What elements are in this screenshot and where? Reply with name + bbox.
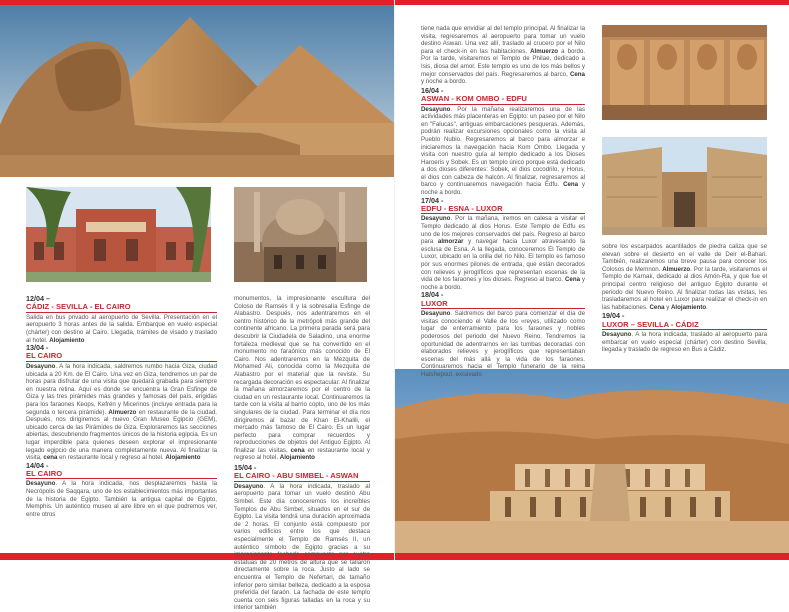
day-date: 16/04 - bbox=[421, 85, 444, 95]
day-header-15-04 bbox=[234, 464, 370, 482]
day-text: Desayuno. A la hora indicada, traslado al aeropuerto para embarcar en vuelo especial (chárter) con destino Sevilla, llegada y traslado de regreso en Bus a Cádiz. bbox=[602, 331, 767, 354]
day-text-continued: monumentos, la impresionante escultura del Coloso de Ramsés II y la sobresalía Esfinge de Alabastro. Después, nos adentraremos en el centro histórico de la metrópoli más grande del continente africano. La primera parada será para descubrir la Ciudadela de Saladino, una enorme fortaleza medieval que se ha convertido en el monumento no faraónico más conocido de El Cairo. Nos adentraremos en la Mezquita de Mohamed Ali, conocida como la Mezquita de Alabastro por el material que la reviste. Su recargada decoración es espectacular. Al finalizar la mañana almorzaremos por el centro de la ciudad en un restaurante local. Continuaremos la tarde con la visita al barrio copto, uno de los más singulares de la ciudad. Para terminar el día nos dirigiremos al bazar de Khan El-Khalili, el mercado más famoso de El Cairo. Es un lugar perfecto para comprar recuerdos y reproducciones de objetos del Antiguo Egipto. Al finalizar las visitas, cena en restaurante local y regreso al hotel. Alojamiento bbox=[234, 295, 370, 462]
day-title: ASWAN - KOM OMBO - EDFU bbox=[421, 95, 585, 105]
photo-abu-simbel bbox=[602, 25, 767, 120]
day-header-14-04 bbox=[26, 462, 217, 480]
day-header-19-04 bbox=[602, 312, 767, 330]
day-header-12-04 bbox=[26, 295, 217, 313]
day-date: 19/04 - bbox=[602, 311, 625, 321]
day-date: 14/04 - bbox=[26, 460, 49, 470]
day-text-continued: sobre los escarpados acantilados de piedra caliza que se elevan sobre el desierto en el valle de Deir el-Bahari. También, realizaremos una breve pausa para conocer los Colosos de Memnon. Almuerzo. Por la tarde, visitaremos el Templo de Karnak, dedicado al dios Amón-Ra, y que fue el principal centro religioso del antiguo Egipto durante el periodo del Nuevo Reino. Al finalizar todas las visitas, les trasladaremos al hotel en Luxor para realizar el check-in en las habitaciones. Cena y Alojamiento. bbox=[602, 243, 767, 311]
column-2 bbox=[234, 295, 370, 612]
day-header-13-04 bbox=[26, 344, 217, 362]
day-date: 18/04 - bbox=[421, 290, 444, 300]
day-text: Desayuno. A la hora indicada, nos desplazaremos hasta la Necrópolis de Saqqara, uno de los establecimientos más importantes de la historia de Egipto. También la antigua capital de Egipto, Memphis. Un auténtico museo al aire libre en el que podremos ver, entre otros bbox=[26, 480, 217, 518]
day-date: 13/04 - bbox=[26, 343, 49, 353]
day-text: Desayuno. A la hora indicada, saldremos rumbo hacia Giza, ciudad ubicada a 20 Km. de El Cairo. Una vez en Giza, tendremos un par de horas para disfrutar de una visita que quedará grabada para siempre en nuestra retina. Aquí es donde se encuentra la Gran Esfinge de Giza y las tres pirámides más grandes y famosas del país, erigidas para los faraones Keops, Kefrén y Micerinos (incluye entrada para la segunda o tercera pirámide). Almuerzo en restaurante de la ciudad. Después, nos dirigiremos al nuevo Gran Museo Egipcio (GEM), ubicado cerca de las Pirámides de Giza. Exploraremos las secciones abiertas, descubriendo fragmentos únicos de la historia egipcia. Es un lugar imperdible para quienes deseen explorar el impresionante legado egipcio de una manera completamente nueva. Al finalizar la visita, cena en restaurante local y regreso al hotel. Alojamiento bbox=[26, 362, 217, 462]
day-title: LUXOR bbox=[421, 300, 585, 310]
day-date: 17/04 - bbox=[421, 195, 444, 205]
photo-cairo-citadel bbox=[234, 187, 367, 282]
photo-egyptian-museum bbox=[26, 187, 211, 282]
day-title: EL CAIRO - ABU SIMBEL - ASWAN bbox=[234, 472, 370, 482]
day-text: Salida en bus privado al aeropuerto de Sevilla. Presentación en el aeropuerto 3 horas antes de la salida. Embarque en vuelo especial (chárter) con destino al Cairo. Llegada, trámites de visado y traslado al hotel. Alojamiento bbox=[26, 313, 217, 344]
day-text: Desayuno. Por la mañana, iremos en calesa a visitar el Templo dedicado al dios Horus. Este Templo de Edfu es uno de los mejores conservados del país. Regreso al barco para almorzar y navegar hacia Luxor atravesando la esclusa de Esna. A la llegada, conoceremos El Templo de Luxor, ubicado en la orilla del río Nilo. El templo es famoso por sus enormes pilones de entrada, que están decorados con relieves y jeroglíficos que representan escenas de la vida de los faraones y los dioses. Regreso al barco. Cena y noche a bordo. bbox=[421, 215, 585, 291]
day-title: CÁDIZ - SEVILLA - EL CAIRO bbox=[26, 303, 217, 313]
day-text: Desayuno. Por la mañana realizaremos una de las actividades más placenteras en Egipto: un paseo por el Nilo en "Falucas", antiguas embarcaciones pesqueras. Además, podrán realizar excursiones opcionales como la visita al Pueblo Nubio. Regresaremos al barco para almorzar e iniciaremos la navegación hacia Kom Ombo. Llegada y visita con nuestro guía al templo dedicado a los Dioses Haroeris y Sobek. Es un templo único porque está dedicado a dos dioses diferentes: Sobek, el dios cocodrilo, y Horus, el dios con cabeza de halcón. Al finalizar, regresaremos al barco y continuaremos navegación hacia Edfu. Cena y noche a bordo. bbox=[421, 105, 585, 197]
photo-temple-hatshepsut bbox=[395, 369, 789, 554]
bottom-red-bar-right bbox=[395, 553, 789, 560]
day-title: EL CAIRO bbox=[26, 470, 217, 480]
day-text: Desayuno. Saldremos del barco para comenzar el día de visitas conociendo el Valle de los «reyes, utilizado como lugar de enterramiento para los faraones y nobles poderosos del periodo del Nuevo Reino. Tendremos la oportunidad de adentrarnos en las tumbas decoradas con elaborados relieves y jeroglíficos que representaban escenas del más allá y la vida de los faraones. Continuaremos hacia el Templo funerario de la reina Hatshepsut, excavado bbox=[421, 310, 585, 378]
day-header-17-04 bbox=[421, 197, 585, 215]
day-title: EDFU - ESNA - LUXOR bbox=[421, 205, 585, 215]
day-header-18-04 bbox=[421, 291, 585, 309]
day-title: LUXOR – SEVILLA - CÁDIZ bbox=[602, 321, 767, 331]
day-text: Desayuno. A la hora indicada, traslado al aeropuerto para tomar un vuelo destino Abu Simbel. Este día conoceremos los increíbles Templos de Abu Simbel, situados en el sur de Egipto. La visita tendrá una duración aproximada de 2 horas. El conjunto está compuesto por varios edificios entre los que destaca especialmente el Templo de Ramsés II, un auténtico símbolo de Egipto gracias a su impresionante fachada compuesta por cuatro estatuas de 20 metros de altura que se tallaron directamente sobre la roca. Justo al lado se encuentra el Templo de Nefertari, de tamaño inferior pero similar belleza, dedicado a la esposa preferida del faraón. La fachada de este templo cuenta con seis figuras talladas en la roca y su interior también bbox=[234, 482, 370, 612]
column-1 bbox=[26, 295, 217, 518]
day-date: 15/04 - bbox=[234, 463, 257, 473]
day-text-continued: tiene nada que envidiar al del templo principal. Al finalizar la visita, regresaremos al aeropuerto para tomar un vuelo destino Aswan. Una vez allí, traslado al crucero por el Nilo para el check-in en las habitaciones. Almuerzo a bordo. Por la tarde, visitaremos el Templo de Philae, dedicado a Isis, diosa del amor. Este templo es uno de los más bellos y mejor conservados del país. Regresaremos al barco, Cena y noche a bordo. bbox=[421, 25, 585, 86]
column-4 bbox=[602, 243, 767, 354]
day-date: 12/04 – bbox=[26, 294, 50, 303]
top-red-bar-right bbox=[394, 0, 789, 5]
day-title: EL CAIRO bbox=[26, 352, 217, 362]
day-header-16-04 bbox=[421, 87, 585, 105]
photo-temple-edfu bbox=[602, 137, 767, 235]
column-3 bbox=[421, 25, 585, 379]
photo-sphinx-pyramids bbox=[0, 5, 394, 177]
